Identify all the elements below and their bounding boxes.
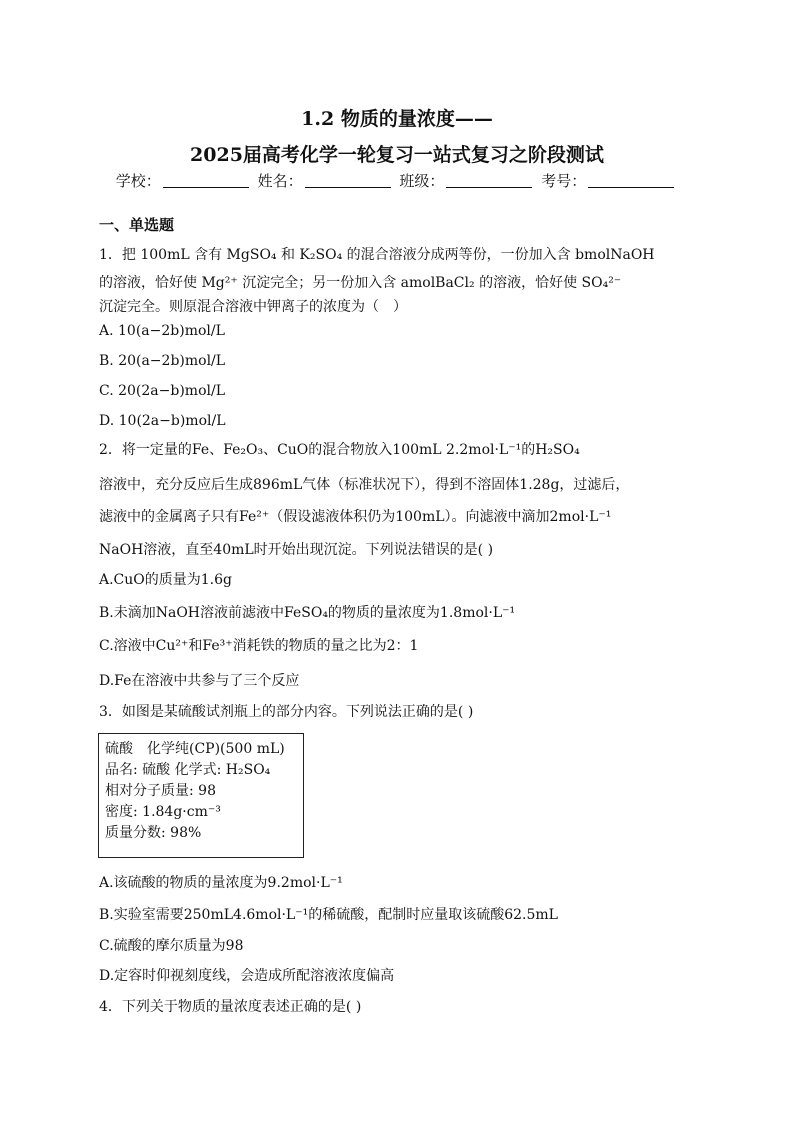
q3-stem: 3．如图是某硫酸试剂瓶上的部分内容。下列说法正确的是( ) bbox=[99, 704, 474, 720]
q2-line-3: 滤液中的金属离子只有Fe²⁺（假设滤液体积仍为100mL）。向滤液中滴加2mol·L⁻¹ bbox=[99, 509, 612, 525]
q1-line-1: 1．把 100mL 含有 MgSO₄ 和 K₂SO₄ 的混合溶液分成两等份，一份加入含 bmolNaOH bbox=[99, 247, 655, 263]
q2-option-b[interactable]: B.未滴加NaOH溶液前滤液中FeSO₄的物质的量浓度为1.8mol·L⁻¹ bbox=[99, 605, 516, 621]
q2-line-1: 2．将一定量的Fe、Fe₂O₃、CuO的混合物放入100mL 2.2mol·L⁻¹的H₂SO₄ bbox=[99, 442, 580, 458]
q2-line-2: 溶液中，充分反应后生成896mL气体（标准状况下），得到不溶固体1.28g，过滤后， bbox=[99, 477, 630, 493]
q1-option-d[interactable]: D. 10(2a−b)mol/L bbox=[99, 413, 226, 429]
reagent-label-box bbox=[98, 733, 304, 858]
name-label: 姓名： bbox=[257, 172, 303, 190]
q3-option-a[interactable]: A.该硫酸的物质的量浓度为9.2mol·L⁻¹ bbox=[99, 875, 343, 891]
exam-number-label: 考号： bbox=[541, 172, 587, 190]
q1-line-3: 沉淀完全。则原混合溶液中钾离子的浓度为（ ） bbox=[99, 299, 407, 315]
q1-option-c[interactable]: C. 20(2a−b)mol/L bbox=[99, 383, 225, 399]
class-label: 班级： bbox=[399, 172, 445, 190]
name-field[interactable] bbox=[258, 172, 395, 190]
title-line-1: 1.2 物质的量浓度—— bbox=[301, 108, 493, 130]
q2-option-c[interactable]: C.溶液中Cu²⁺和Fe³⁺消耗铁的物质的量之比为2：1 bbox=[99, 638, 419, 654]
reagent-label-line: 密度: 1.84g·cm⁻³ bbox=[105, 804, 221, 820]
q2-option-a[interactable]: A.CuO的质量为1.6g bbox=[99, 572, 232, 588]
class-field[interactable] bbox=[399, 172, 536, 190]
school-field[interactable] bbox=[116, 172, 253, 190]
reagent-label-line: 质量分数: 98% bbox=[105, 825, 202, 841]
reagent-label-line: 品名: 硫酸 化学式: H₂SO₄ bbox=[105, 762, 271, 778]
q3-option-d[interactable]: D.定容时仰视刻度线，会造成所配溶液浓度偏高 bbox=[99, 968, 395, 984]
reagent-label-line: 硫酸 化学纯(CP)(500 mL) bbox=[105, 741, 285, 757]
q1-line-2: 的溶液，恰好使 Mg²⁺ 沉淀完全；另一份加入含 amolBaCl₂ 的溶液，恰好使 SO₄²⁻ bbox=[99, 275, 622, 291]
section-heading: 一、单选题 bbox=[99, 216, 175, 234]
q2-option-d[interactable]: D.Fe在溶液中共参与了三个反应 bbox=[99, 673, 300, 689]
q4-stem: 4．下列关于物质的量浓度表述正确的是( ) bbox=[99, 999, 362, 1015]
exam-number-field[interactable] bbox=[541, 172, 678, 190]
student-info-row bbox=[0, 170, 794, 191]
q2-line-4: NaOH溶液，直至40mL时开始出现沉淀。下列说法错误的是( ) bbox=[99, 542, 494, 558]
q3-option-b[interactable]: B.实验室需要250mL4.6mol·L⁻¹的稀硫酸，配制时应量取该硫酸62.5mL bbox=[99, 907, 558, 923]
q3-option-c[interactable]: C.硫酸的摩尔质量为98 bbox=[99, 938, 244, 954]
school-label: 学校： bbox=[115, 172, 161, 190]
q1-option-b[interactable]: B. 20(a−2b)mol/L bbox=[99, 353, 226, 369]
title-line-2: 2025届高考化学一轮复习一站式复习之阶段测试 bbox=[190, 144, 604, 166]
q1-option-a[interactable]: A. 10(a−2b)mol/L bbox=[99, 323, 225, 339]
reagent-label-line: 相对分子质量: 98 bbox=[105, 783, 216, 799]
